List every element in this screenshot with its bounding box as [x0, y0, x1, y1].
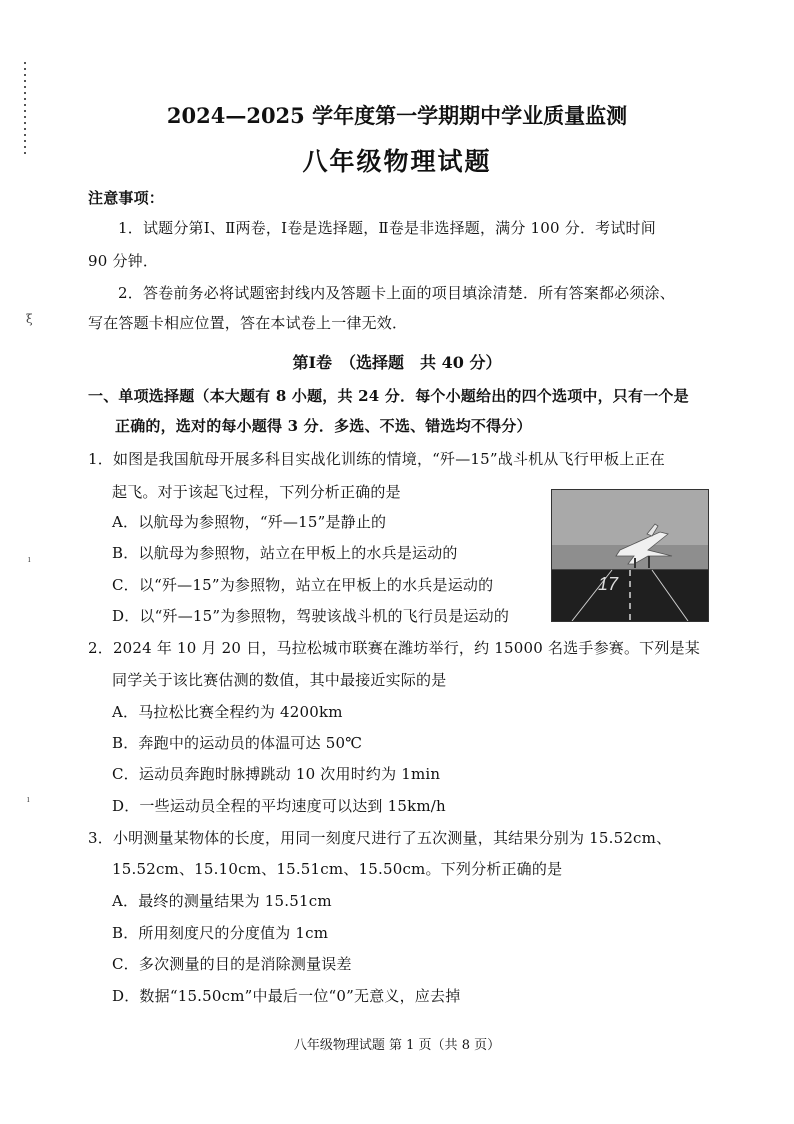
notice-item-1-line-2: 90 分钟．	[88, 252, 159, 270]
q3-stem-line-2: 15.52cm、15.10cm、15.51cm、15.50cm。下列分析正确的是	[112, 860, 563, 878]
q3-option-c: C．多次测量的目的是消除测量误差	[112, 955, 352, 973]
aircraft-carrier-photo	[551, 489, 709, 622]
q3-option-b: B．所用刻度尺的分度值为 1cm	[112, 924, 329, 942]
fighter-jet-illustration	[552, 490, 708, 621]
part-heading-line-1: 一、单项选择题（本大题有 8 小题，共 24 分．每个小题给出的四个选项中，只有一个是	[88, 387, 689, 405]
notice-item-1-line-1: 1．试题分第Ⅰ、Ⅱ两卷，Ⅰ卷是选择题，Ⅱ卷是非选择题，满分 100 分．考试时间	[118, 219, 656, 237]
q2-option-d: D．一些运动员全程的平均速度可以达到 15km/h	[112, 797, 446, 815]
q3-option-a: A．最终的测量结果为 15.51cm	[112, 892, 332, 910]
part-heading-line-2: 正确的，选对的每小题得 3 分．多选、不选、错选均不得分）	[115, 417, 532, 435]
q1-stem-line-1: 1．如图是我国航母开展多科目实战化训练的情境，“歼—15”战斗机从飞行甲板上正在	[88, 450, 665, 468]
q2-option-a: A．马拉松比赛全程约为 4200km	[112, 703, 343, 721]
q1-stem-line-2: 起飞。对于该起飞过程，下列分析正确的是	[112, 483, 401, 501]
q1-option-a: A．以航母为参照物，“歼—15”是静止的	[112, 513, 387, 531]
notice-heading: 注意事项：	[88, 189, 165, 207]
q2-stem-line-2: 同学关于该比赛估测的数值，其中最接近实际的是	[112, 671, 447, 689]
binding-mark: ˡ	[28, 555, 31, 569]
exam-subject-title: 八年级物理试题	[302, 147, 492, 176]
q1-option-b: B．以航母为参照物，站立在甲板上的水兵是运动的	[112, 544, 458, 562]
q2-option-c: C．运动员奔跑时脉搏跳动 10 次用时约为 1min	[112, 765, 441, 783]
page-footer: 八年级物理试题 第 1 页（共 8 页）	[293, 1038, 501, 1053]
q2-stem-line-1: 2．2024 年 10 月 20 日，马拉松城市联赛在潍坊举行，约 15000 名选手参赛。下列是某	[88, 639, 700, 657]
notice-item-2-line-1: 2．答卷前务必将试题密封线内及答题卡上面的项目填涂清楚．所有答案都必须涂、	[118, 284, 675, 302]
section-title: 第Ⅰ卷 （选择题 共 40 分）	[292, 353, 502, 372]
q1-option-d: D．以“歼—15”为参照物，驾驶该战斗机的飞行员是运动的	[112, 607, 510, 625]
binding-mark: ˡ	[27, 795, 30, 809]
notice-item-2-line-2: 写在答题卡相应位置，答在本试卷上一律无效．	[88, 314, 408, 332]
deck-marking: 17	[598, 574, 619, 594]
q2-option-b: B．奔跑中的运动员的体温可达 50℃	[112, 734, 363, 752]
binding-mark: ξ	[26, 312, 33, 326]
q1-option-c: C．以“歼—15”为参照物，站立在甲板上的水兵是运动的	[112, 576, 494, 594]
exam-title: 2024—2025 学年度第一学期期中学业质量监测	[166, 103, 628, 128]
q3-option-d: D．数据“15.50cm”中最后一位“0”无意义，应去掉	[112, 987, 461, 1005]
q3-stem-line-1: 3．小明测量某物体的长度，用同一刻度尺进行了五次测量，其结果分别为 15.52cm、	[88, 829, 672, 847]
